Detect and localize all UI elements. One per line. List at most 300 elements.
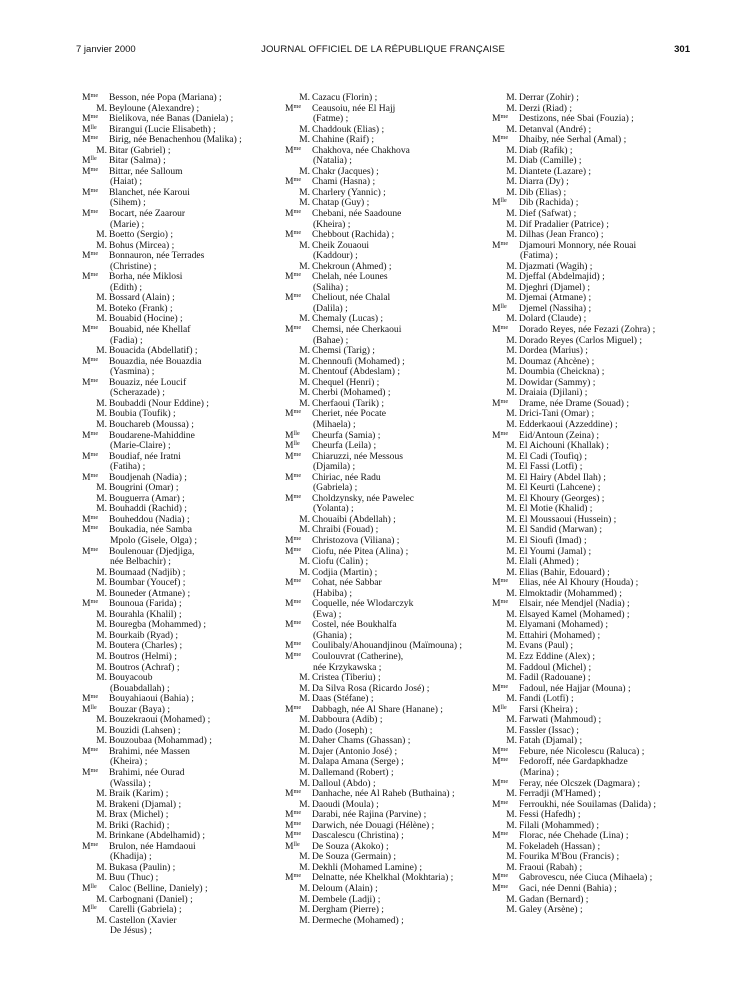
person-name-continuation: (Yasmina) ; — [110, 366, 155, 378]
list-entry — [82, 167, 287, 188]
civility: M. — [96, 292, 107, 304]
person-name: Fokeladeh (Hassan) ; — [519, 840, 601, 852]
civility: M. — [299, 556, 310, 568]
civility: $M^{me}$ — [82, 250, 99, 262]
person-name: Bouaziz, née Loucif — [109, 376, 187, 388]
civility: $M^{me}$ — [285, 534, 302, 546]
person-name: Dalapa Amana (Serge) ; — [312, 756, 404, 768]
list-entry — [285, 473, 490, 494]
person-name-continuation: (Mihaela) ; — [313, 418, 356, 430]
civility: M. — [299, 672, 310, 684]
person-name: Dajer (Antonio José) ; — [312, 745, 398, 757]
civility: $M^{me}$ — [492, 745, 509, 757]
person-name: Ciofu (Calin) ; — [312, 556, 369, 568]
person-name: Cherfaoui (Tarik) ; — [312, 397, 384, 409]
person-name: Boubaddi (Nour Eddine) ; — [109, 397, 209, 409]
person-name: Doumbia (Cheickna) ; — [519, 366, 605, 378]
civility: M. — [506, 165, 517, 177]
person-name: Cheik Zouaoui — [312, 239, 370, 251]
person-name: Delnatte, née Khelkhal (Mokhtaria) ; — [312, 872, 454, 884]
person-name: Fraoui (Rabah) ; — [519, 861, 583, 873]
person-name-continuation: (Saliha) ; — [313, 281, 349, 293]
civility: $M^{lle}$ — [82, 155, 97, 167]
person-name: Chouaibi (Abdellah) ; — [312, 513, 396, 525]
civility: M. — [299, 123, 310, 135]
person-name: El Sandid (Marwan) ; — [519, 524, 602, 536]
person-name-continuation: (Scherazade) ; — [110, 387, 165, 399]
person-name: Djazmati (Wagih) ; — [519, 260, 593, 272]
civility: M. — [506, 92, 517, 103]
person-name: Bouyacoub — [109, 672, 153, 684]
civility: $M^{lle}$ — [492, 302, 507, 314]
person-name: Chakr (Jacques) ; — [312, 165, 379, 177]
person-name: Bouabid (Hocine) ; — [109, 313, 183, 325]
civility: $M^{me}$ — [285, 229, 302, 241]
civility: M. — [506, 408, 517, 420]
person-name: Boulenouar (Djedjiga, — [109, 545, 195, 557]
civility: M. — [506, 345, 517, 357]
person-name: Dermeche (Mohamed) ; — [312, 914, 404, 926]
list-entry — [82, 452, 287, 473]
person-name: Fatah (Djamal) ; — [519, 735, 583, 747]
civility: M. — [96, 408, 107, 420]
page-header — [76, 44, 690, 58]
civility: M. — [96, 566, 107, 578]
civility: $M^{me}$ — [285, 102, 302, 114]
civility: $M^{me}$ — [492, 798, 509, 810]
civility: M. — [96, 819, 107, 831]
list-entry — [285, 599, 490, 620]
civility: $M^{me}$ — [492, 872, 509, 884]
civility: M. — [299, 397, 310, 409]
civility: M. — [96, 397, 107, 409]
person-name: Dib (Rachida) ; — [519, 197, 579, 209]
civility: $M^{lle}$ — [492, 197, 507, 209]
person-name: De Souza (Akoko) ; — [312, 840, 389, 852]
civility: M. — [96, 798, 107, 810]
civility: $M^{me}$ — [82, 598, 99, 610]
person-name: Chiriac, née Radu — [312, 471, 381, 483]
person-name: Cazacu (Florin) ; — [312, 92, 378, 103]
civility: M. — [96, 872, 107, 884]
person-name: Bukasa (Paulin) ; — [109, 861, 176, 873]
civility: M. — [506, 619, 517, 631]
civility: $M^{me}$ — [285, 809, 302, 821]
person-name: Elali (Ahmed) ; — [519, 556, 579, 568]
civility: M. — [506, 144, 517, 156]
list-entry — [82, 673, 287, 694]
person-name: Gaci, née Denni (Bahia) ; — [519, 883, 617, 895]
civility: M. — [299, 186, 310, 198]
person-name: Elsayed Kamel (Mohamed) ; — [519, 608, 630, 620]
person-name: Fedoroff, née Gardapkhadze — [519, 756, 628, 768]
civility: M. — [299, 735, 310, 747]
civility: M. — [299, 745, 310, 757]
civility: M. — [96, 661, 107, 673]
person-name-continuation: (Marina) ; — [520, 767, 559, 778]
person-name: Buu (Thuc) ; — [109, 872, 159, 884]
civility: $M^{me}$ — [82, 355, 99, 367]
person-name: Boubia (Toufik) ; — [109, 408, 176, 420]
civility: M. — [506, 672, 517, 684]
list-entry — [82, 431, 287, 452]
civility: M. — [96, 619, 107, 631]
person-name: Destizons, née Sbai (Fouzia) ; — [519, 113, 634, 125]
person-name-continuation: (Dalila) ; — [313, 302, 348, 314]
civility: M. — [96, 492, 107, 504]
civility: M. — [506, 735, 517, 747]
person-name: Elyamani (Mohamed) ; — [519, 619, 609, 631]
civility: M. — [506, 788, 517, 800]
list-entry — [82, 378, 287, 399]
civility: $M^{me}$ — [492, 429, 509, 441]
civility: $M^{me}$ — [285, 577, 302, 589]
civility: M. — [506, 440, 517, 452]
person-name: El Aichouni (Khallak) ; — [519, 440, 609, 452]
list-entry — [285, 146, 490, 167]
civility: $M^{me}$ — [82, 324, 99, 336]
list-entry — [82, 768, 287, 789]
person-name: Drame, née Drame (Souad) ; — [519, 397, 630, 409]
person-name: Bitar (Salma) ; — [109, 155, 166, 167]
civility: M. — [299, 524, 310, 536]
person-name: Fassler (Issac) ; — [519, 724, 579, 736]
person-name: Cheriet, née Pocate — [312, 408, 386, 420]
civility: M. — [506, 809, 517, 821]
person-name-continuation: (Khadija) ; — [110, 851, 152, 863]
list-entry — [285, 409, 490, 430]
person-name: Draiaia (Djilani) ; — [519, 387, 588, 399]
civility: $M^{me}$ — [285, 176, 302, 188]
civility: M. — [506, 503, 517, 515]
civility: M. — [96, 144, 107, 156]
person-name: Bouhaddi (Rachid) ; — [109, 503, 187, 515]
civility: $M^{me}$ — [82, 376, 99, 388]
person-name: Bouazdia, née Bouazdia — [109, 355, 202, 367]
civility: $M^{me}$ — [82, 524, 99, 536]
person-name: Djemai (Atmane) ; — [519, 292, 592, 304]
person-name: Bouzar (Baya) ; — [109, 703, 170, 715]
civility: M. — [506, 334, 517, 346]
civility: $M^{me}$ — [285, 872, 302, 884]
civility: M. — [506, 661, 517, 673]
person-name: Cheliout, née Chalal — [312, 292, 391, 304]
civility: M. — [299, 197, 310, 209]
person-name: Coquelle, née Wlodarczyk — [312, 598, 414, 610]
civility: M. — [506, 260, 517, 272]
civility: M. — [506, 693, 517, 705]
civility: M. — [506, 640, 517, 652]
person-name-continuation: (Fatiha) ; — [110, 461, 146, 473]
person-name: Djamouri Monnory, née Rouai — [519, 239, 637, 251]
person-name: Dief (Safwat) ; — [519, 208, 577, 220]
civility: M. — [506, 545, 517, 557]
civility: M. — [299, 798, 310, 810]
person-name: Bouabid, née Khellaf — [109, 324, 191, 336]
civility: $M^{me}$ — [285, 819, 302, 831]
list-entry — [285, 652, 490, 673]
civility: M. — [299, 366, 310, 378]
civility: M. — [506, 629, 517, 641]
person-name: Cohat, née Sabbar — [312, 577, 382, 589]
person-name: El Khoury (Georges) ; — [519, 492, 605, 504]
person-name: Ettahiri (Mohamed) ; — [519, 629, 601, 641]
civility: $M^{lle}$ — [82, 703, 97, 715]
person-name: Fadil (Radouane) ; — [519, 672, 591, 684]
civility: $M^{me}$ — [82, 165, 99, 177]
civility: M. — [506, 155, 517, 167]
civility: M. — [506, 271, 517, 283]
civility: M. — [299, 693, 310, 705]
list-entry — [82, 547, 287, 568]
civility: M. — [96, 629, 107, 641]
person-name: Cheurfa (Samia) ; — [312, 429, 381, 441]
list-entry — [285, 325, 490, 346]
person-name: Boudjenah (Nadia) ; — [109, 471, 187, 483]
civility: $M^{me}$ — [492, 577, 509, 589]
list-entry — [82, 251, 287, 272]
person-name: Dilhas (Jean Franco) ; — [519, 229, 604, 241]
person-name-continuation: (Habiba) ; — [313, 587, 352, 599]
civility: $M^{me}$ — [285, 450, 302, 462]
issue-date: 7 janvier 2000 — [76, 44, 136, 55]
person-name: Cristea (Tiberiu) ; — [312, 672, 381, 684]
civility: M. — [506, 176, 517, 188]
civility: M. — [506, 355, 517, 367]
person-name: Dallemand (Robert) ; — [312, 767, 394, 778]
person-name: Chennoufi (Mohamed) ; — [312, 355, 405, 367]
person-name: Besson, née Popa (Mariana) ; — [109, 92, 222, 103]
civility: M. — [96, 302, 107, 314]
civility: M. — [506, 904, 517, 916]
civility: $M^{me}$ — [492, 830, 509, 842]
civility: M. — [506, 566, 517, 578]
civility: M. — [299, 566, 310, 578]
civility: M. — [299, 893, 310, 905]
civility: M. — [96, 893, 107, 905]
civility: M. — [299, 851, 310, 863]
person-name: Boutera (Charles) ; — [109, 640, 183, 652]
person-name-continuation: Mpolo (Gisele, Olga) ; — [110, 534, 197, 546]
civility: M. — [299, 387, 310, 399]
person-name-continuation: (Christine) ; — [110, 260, 157, 272]
civility: M. — [96, 577, 107, 589]
person-name: Bouzekraoui (Mohamed) ; — [109, 714, 211, 726]
person-name: El Cadi (Toufiq) ; — [519, 450, 588, 462]
civility: M. — [506, 587, 517, 599]
civility: $M^{me}$ — [82, 134, 99, 146]
civility: M. — [506, 608, 517, 620]
person-name: Ezz Eddine (Alex) ; — [519, 650, 596, 662]
person-name: Derzi (Riad) ; — [519, 102, 573, 114]
person-name: El Fassi (Lotfi) ; — [519, 461, 583, 473]
civility: M. — [299, 724, 310, 736]
person-name: Gabrovescu, née Ciuca (Mihaela) ; — [519, 872, 653, 884]
person-name: Birig, née Benachenhou (Malika) ; — [109, 134, 242, 146]
person-name: Daoudi (Moula) ; — [312, 798, 379, 810]
person-name: Coulibaly/Ahouandjinou (Maïmouna) ; — [312, 640, 463, 652]
civility: M. — [506, 524, 517, 536]
civility: M. — [96, 672, 107, 684]
person-name-continuation: (Yolanta) ; — [313, 503, 354, 515]
person-name: Chiaruzzi, née Messous — [312, 450, 403, 462]
person-name-continuation: née Belbachir) ; — [110, 556, 171, 568]
list-entry — [82, 916, 287, 937]
civility: M. — [96, 724, 107, 736]
person-name-continuation: (Bahae) ; — [313, 334, 349, 346]
civility: M. — [299, 313, 310, 325]
person-name: Boutros (Achraf) ; — [109, 661, 180, 673]
person-name: Eid/Antoun (Zeina) ; — [519, 429, 600, 441]
person-name: Diab (Camille) ; — [519, 155, 582, 167]
person-name: Chentouf (Abdeslam) ; — [312, 366, 401, 378]
civility: M. — [96, 587, 107, 599]
civility: M. — [96, 861, 107, 873]
person-name: Djeghri (Djamel) ; — [519, 281, 591, 293]
civility: M. — [96, 482, 107, 494]
civility: $M^{me}$ — [285, 830, 302, 842]
civility: M. — [96, 714, 107, 726]
name-list-column-3 — [492, 93, 697, 916]
civility: $M^{me}$ — [285, 271, 302, 283]
person-name: Costel, née Boukhalfa — [312, 619, 397, 631]
civility: M. — [506, 513, 517, 525]
person-name: Febure, née Nicolescu (Raluca) ; — [519, 745, 645, 757]
list-entry — [82, 209, 287, 230]
civility: $M^{lle}$ — [82, 904, 97, 916]
person-name-continuation: (Ghania) ; — [313, 629, 352, 641]
person-name-continuation: (Bouabdallah) ; — [110, 682, 170, 694]
civility: $M^{me}$ — [82, 545, 99, 557]
civility: $M^{me}$ — [82, 840, 99, 852]
civility: M. — [506, 281, 517, 293]
person-name: Fandi (Lotfi) ; — [519, 693, 574, 705]
civility: M. — [96, 640, 107, 652]
person-name: Boudarene-Mahiddine — [109, 429, 195, 441]
person-name: Farwati (Mahmoud) ; — [519, 714, 602, 726]
person-name-continuation: (Haiat) ; — [110, 176, 143, 188]
list-entry — [285, 104, 490, 125]
civility: $M^{me}$ — [82, 745, 99, 757]
list-entry — [82, 357, 287, 378]
person-name: Dabbagh, née Al Share (Hanane) ; — [312, 703, 443, 715]
person-name: Florac, née Chehade (Lina) ; — [519, 830, 629, 842]
person-name-continuation: (Fadia) ; — [110, 334, 143, 346]
person-name: Dordea (Marius) ; — [519, 345, 588, 357]
list-entry — [82, 272, 287, 293]
civility: $M^{me}$ — [285, 292, 302, 304]
civility: M. — [506, 482, 517, 494]
civility: M. — [506, 840, 517, 852]
civility: $M^{lle}$ — [82, 123, 97, 135]
person-name: Diarra (Dy) ; — [519, 176, 569, 188]
civility: M. — [506, 851, 517, 863]
person-name: El Motie (Khalid) ; — [519, 503, 593, 515]
person-name: Dowidar (Sammy) ; — [519, 376, 596, 388]
person-name: Detanval (André) ; — [519, 123, 592, 135]
civility: $M^{me}$ — [285, 545, 302, 557]
list-entry — [82, 747, 287, 768]
person-name: Bouguerra (Amar) ; — [109, 492, 185, 504]
person-name: Dolard (Claude) ; — [519, 313, 587, 325]
list-entry — [82, 842, 287, 863]
person-name: Cheurfa (Leila) ; — [312, 440, 377, 452]
person-name: Beyloune (Alexandre) ; — [109, 102, 200, 114]
person-name: Bouzoubaa (Mohammad) ; — [109, 735, 212, 747]
civility: $M^{me}$ — [285, 619, 302, 631]
civility: $M^{me}$ — [82, 767, 99, 778]
person-name: Castellon (Xavier — [109, 914, 177, 926]
person-name: Danhache, née Al Raheb (Buthaina) ; — [312, 788, 455, 800]
civility: $M^{me}$ — [285, 408, 302, 420]
civility: $M^{me}$ — [492, 598, 509, 610]
person-name: El Youmi (Jamal) ; — [519, 545, 592, 557]
civility: $M^{me}$ — [492, 883, 509, 895]
person-name: Blanchet, née Karoui — [109, 186, 190, 198]
person-name: Chatap (Guy) ; — [312, 197, 370, 209]
person-name-continuation: (Marie) ; — [110, 218, 145, 230]
civility: $M^{me}$ — [82, 429, 99, 441]
civility: $M^{lle}$ — [285, 429, 300, 441]
civility: $M^{me}$ — [285, 144, 302, 156]
person-name: Dib (Elias) ; — [519, 186, 567, 198]
person-name: Bitar (Gabriel) ; — [109, 144, 171, 156]
civility: M. — [96, 102, 107, 114]
person-name: Dalloul (Abdo) ; — [312, 777, 376, 789]
person-name: Dabboura (Adib) ; — [312, 714, 383, 726]
civility: M. — [96, 503, 107, 515]
civility: $M^{me}$ — [285, 208, 302, 220]
person-name: Bouregba (Mohammed) ; — [109, 619, 207, 631]
person-name: Bouyahiaoui (Bahia) ; — [109, 693, 194, 705]
person-name: Darabi, née Rajina (Parvine) ; — [312, 809, 427, 821]
person-name: Fessi (Hafedh) ; — [519, 809, 581, 821]
person-name: Boumaad (Nadjib) ; — [109, 566, 186, 578]
civility: M. — [299, 883, 310, 895]
civility: M. — [506, 208, 517, 220]
civility: M. — [299, 376, 310, 388]
civility: M. — [506, 229, 517, 241]
person-name: Boetto (Sergio) ; — [109, 229, 173, 241]
person-name: Elsair, née Mendjel (Nadia) ; — [519, 598, 630, 610]
person-name: Diab (Rafik) ; — [519, 144, 573, 156]
civility: M. — [506, 376, 517, 388]
civility: M. — [96, 239, 107, 251]
list-entry — [285, 578, 490, 599]
civility: $M^{me}$ — [82, 208, 99, 220]
civility: $M^{me}$ — [285, 492, 302, 504]
person-name: Elias, née Al Khoury (Houda) ; — [519, 577, 639, 589]
civility: $M^{me}$ — [492, 777, 509, 789]
civility: $M^{lle}$ — [285, 440, 300, 452]
list-entry — [492, 757, 697, 778]
civility: M. — [299, 914, 310, 926]
person-name: Caloc (Belline, Daniely) ; — [109, 883, 208, 895]
civility: M. — [506, 418, 517, 430]
person-name-continuation: (Gabriela) ; — [313, 482, 358, 494]
civility: M. — [299, 861, 310, 873]
civility: M. — [299, 260, 310, 272]
person-name: Derrar (Zohir) ; — [519, 92, 579, 103]
list-entry — [285, 916, 490, 927]
list-entry — [285, 209, 490, 230]
civility: M. — [506, 893, 517, 905]
list-entry — [285, 272, 490, 293]
civility: $M^{me}$ — [285, 471, 302, 483]
person-name: Chelah, née Lounes — [312, 271, 388, 283]
civility: $M^{lle}$ — [492, 703, 507, 715]
civility: $M^{me}$ — [492, 134, 509, 146]
